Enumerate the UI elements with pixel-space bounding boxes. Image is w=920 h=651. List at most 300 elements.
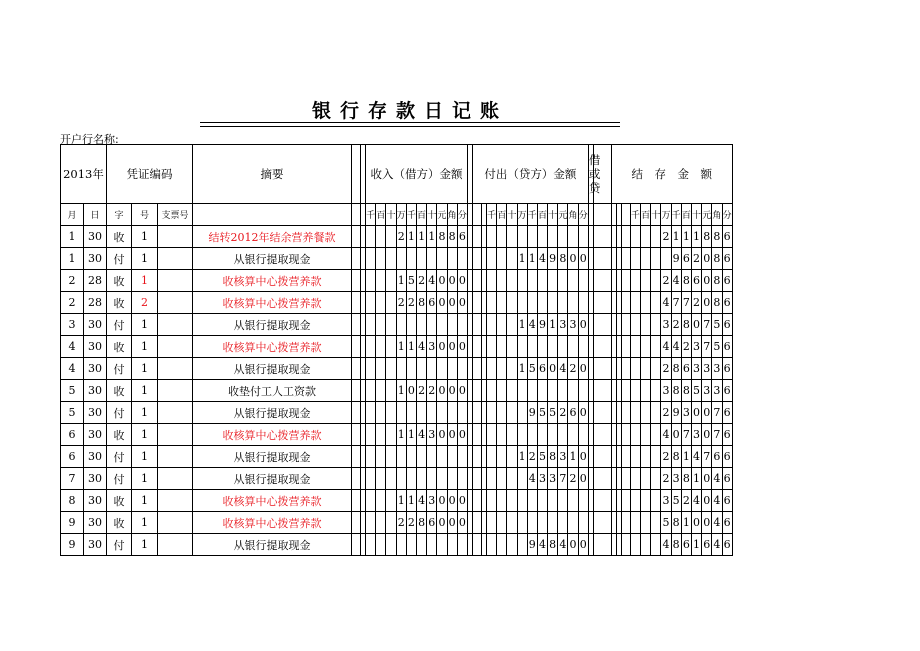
amount-digit: 1: [548, 314, 558, 336]
amount-digit: [558, 512, 568, 534]
amount-digit: [651, 248, 661, 270]
cell-day: 30: [84, 336, 107, 358]
amount-digit: 8: [681, 314, 691, 336]
amount-digit: [437, 358, 447, 380]
amount-digit: [437, 534, 447, 556]
subheader-spacer: [472, 204, 481, 226]
cell-spacer: [352, 270, 361, 292]
cell-type: 付: [107, 248, 132, 270]
amount-digit: 6: [457, 226, 467, 248]
cell-number: 1: [132, 336, 158, 358]
amount-digit: 2: [661, 402, 671, 424]
amount-digit: 4: [416, 490, 426, 512]
digit-unit-label: 千: [486, 204, 496, 226]
amount-digit: 0: [457, 512, 467, 534]
amount-digit: 3: [568, 314, 578, 336]
amount-digit: [630, 248, 640, 270]
amount-digit: [366, 226, 376, 248]
digit-unit-label: 元: [558, 204, 568, 226]
cell-number: 1: [132, 314, 158, 336]
cell-spacer: [472, 336, 481, 358]
amount-digit: [527, 380, 537, 402]
cell-spacer: [472, 226, 481, 248]
amount-digit: [497, 314, 507, 336]
amount-digit: [558, 424, 568, 446]
cell-dir: [593, 248, 611, 270]
amount-digit: 6: [427, 512, 437, 534]
amount-digit: 4: [661, 424, 671, 446]
amount-digit: [527, 490, 537, 512]
table-row: [61, 424, 733, 446]
amount-digit: 0: [437, 270, 447, 292]
amount-digit: [486, 248, 496, 270]
subheader-spacer: [352, 204, 361, 226]
amount-digit: [366, 402, 376, 424]
amount-digit: [517, 534, 527, 556]
digit-unit-label: 十: [386, 204, 396, 226]
amount-digit: [578, 380, 588, 402]
amount-digit: [386, 512, 396, 534]
amount-digit: [366, 292, 376, 314]
amount-digit: [651, 446, 661, 468]
amount-digit: [630, 358, 640, 380]
amount-digit: 1: [396, 380, 406, 402]
header-year: 2013年: [61, 145, 107, 204]
cell-spacer: [621, 336, 630, 358]
amount-digit: 6: [722, 468, 732, 490]
amount-digit: [486, 446, 496, 468]
amount-digit: [376, 446, 386, 468]
amount-digit: [497, 358, 507, 380]
amount-digit: [641, 336, 651, 358]
amount-digit: 4: [691, 490, 701, 512]
amount-digit: [507, 314, 517, 336]
cell-month: 5: [61, 380, 84, 402]
amount-digit: 3: [661, 490, 671, 512]
amount-digit: 2: [396, 512, 406, 534]
cell-day: 30: [84, 424, 107, 446]
amount-digit: 9: [548, 248, 558, 270]
amount-digit: [537, 226, 547, 248]
cell-spacer: [621, 226, 630, 248]
amount-digit: [630, 534, 640, 556]
amount-digit: 0: [548, 358, 558, 380]
amount-digit: [578, 292, 588, 314]
cell-dir: [593, 358, 611, 380]
amount-digit: 3: [661, 314, 671, 336]
bank-name-label: 开户行名称:: [60, 133, 119, 146]
amount-digit: 4: [691, 446, 701, 468]
amount-digit: [416, 446, 426, 468]
amount-digit: [497, 512, 507, 534]
header-row: [61, 145, 733, 204]
amount-digit: [427, 358, 437, 380]
amount-digit: 6: [722, 336, 732, 358]
amount-digit: 3: [712, 380, 722, 402]
amount-digit: 8: [671, 512, 681, 534]
amount-digit: 1: [396, 336, 406, 358]
subheader-month: 月: [61, 204, 84, 226]
amount-digit: 0: [578, 468, 588, 490]
amount-digit: [486, 270, 496, 292]
cell-check: [158, 248, 193, 270]
amount-digit: 1: [406, 226, 416, 248]
amount-digit: 6: [722, 314, 732, 336]
cell-type: 付: [107, 314, 132, 336]
amount-digit: [386, 226, 396, 248]
subheader-summary-blank: [193, 204, 352, 226]
amount-digit: 5: [691, 380, 701, 402]
amount-digit: [447, 468, 457, 490]
amount-digit: [641, 424, 651, 446]
cell-number: 1: [132, 512, 158, 534]
digit-unit-label: 百: [416, 204, 426, 226]
amount-digit: [507, 534, 517, 556]
amount-digit: [548, 490, 558, 512]
amount-digit: [406, 314, 416, 336]
cell-check: [158, 380, 193, 402]
amount-digit: 4: [416, 424, 426, 446]
cell-spacer: [352, 490, 361, 512]
cell-spacer: [352, 336, 361, 358]
amount-digit: 0: [406, 380, 416, 402]
amount-digit: 0: [447, 512, 457, 534]
amount-digit: [507, 380, 517, 402]
amount-digit: [486, 336, 496, 358]
amount-digit: 0: [437, 512, 447, 534]
cell-summary: 收核算中心拨营养款: [193, 336, 352, 358]
amount-digit: [376, 512, 386, 534]
cell-spacer: [472, 534, 481, 556]
amount-digit: [497, 402, 507, 424]
amount-digit: [396, 314, 406, 336]
amount-digit: 6: [722, 292, 732, 314]
amount-digit: 4: [712, 512, 722, 534]
cell-dir: [593, 314, 611, 336]
amount-digit: 6: [681, 248, 691, 270]
amount-digit: 4: [558, 358, 568, 380]
header-voucher: 凭证编码: [107, 145, 193, 204]
amount-digit: [486, 424, 496, 446]
amount-digit: [641, 402, 651, 424]
amount-digit: 4: [671, 336, 681, 358]
cell-dir: [593, 226, 611, 248]
amount-digit: [457, 358, 467, 380]
amount-digit: [651, 490, 661, 512]
amount-digit: 0: [578, 358, 588, 380]
amount-digit: [376, 534, 386, 556]
amount-digit: [507, 512, 517, 534]
amount-digit: 2: [661, 358, 671, 380]
cell-number: 1: [132, 358, 158, 380]
amount-digit: [376, 226, 386, 248]
amount-digit: [651, 534, 661, 556]
amount-digit: 5: [527, 358, 537, 380]
amount-digit: [630, 314, 640, 336]
cell-summary: 收垫付工人工资款: [193, 380, 352, 402]
amount-digit: [457, 446, 467, 468]
amount-digit: [651, 292, 661, 314]
amount-digit: 7: [671, 292, 681, 314]
cell-month: 8: [61, 490, 84, 512]
amount-digit: 8: [447, 226, 457, 248]
cell-spacer: [352, 358, 361, 380]
amount-digit: [517, 512, 527, 534]
cell-dir: [593, 534, 611, 556]
amount-digit: [630, 270, 640, 292]
amount-digit: 0: [578, 446, 588, 468]
amount-digit: 0: [457, 380, 467, 402]
amount-digit: 6: [712, 446, 722, 468]
amount-digit: 6: [722, 424, 732, 446]
amount-digit: 4: [537, 248, 547, 270]
amount-digit: 0: [457, 336, 467, 358]
amount-digit: [548, 336, 558, 358]
amount-digit: 4: [427, 270, 437, 292]
amount-digit: 8: [671, 358, 681, 380]
amount-digit: [497, 248, 507, 270]
cell-summary: 收核算中心拨营养款: [193, 490, 352, 512]
amount-digit: [527, 292, 537, 314]
amount-digit: [486, 512, 496, 534]
amount-digit: 3: [537, 468, 547, 490]
amount-digit: 0: [447, 336, 457, 358]
amount-digit: [486, 358, 496, 380]
subheader-day: 日: [84, 204, 107, 226]
cell-spacer: [352, 512, 361, 534]
amount-digit: [497, 468, 507, 490]
amount-digit: [517, 468, 527, 490]
amount-digit: 2: [681, 336, 691, 358]
digit-unit-label: 元: [702, 204, 712, 226]
amount-digit: [641, 446, 651, 468]
amount-digit: 0: [691, 314, 701, 336]
amount-digit: [517, 336, 527, 358]
amount-digit: 6: [691, 270, 701, 292]
amount-digit: 8: [416, 292, 426, 314]
amount-digit: [630, 490, 640, 512]
amount-digit: 8: [712, 248, 722, 270]
cell-spacer: [472, 314, 481, 336]
amount-digit: [568, 270, 578, 292]
cell-spacer: [472, 358, 481, 380]
amount-digit: 1: [396, 490, 406, 512]
amount-digit: 3: [691, 336, 701, 358]
amount-digit: [427, 534, 437, 556]
amount-digit: [396, 248, 406, 270]
cell-dir: [593, 490, 611, 512]
amount-digit: 1: [396, 270, 406, 292]
amount-digit: [641, 270, 651, 292]
amount-digit: [427, 314, 437, 336]
table-row: [61, 446, 733, 468]
amount-digit: [641, 380, 651, 402]
amount-digit: 6: [702, 534, 712, 556]
amount-digit: 0: [691, 402, 701, 424]
cell-day: 30: [84, 534, 107, 556]
amount-digit: [497, 490, 507, 512]
cell-spacer: [472, 380, 481, 402]
amount-digit: [537, 490, 547, 512]
title-underline-second: [200, 126, 620, 127]
amount-digit: [376, 424, 386, 446]
amount-digit: [651, 226, 661, 248]
cell-number: 1: [132, 490, 158, 512]
amount-digit: 8: [671, 446, 681, 468]
cell-dir: [593, 292, 611, 314]
amount-digit: [376, 358, 386, 380]
amount-digit: 4: [527, 314, 537, 336]
cell-spacer: [621, 490, 630, 512]
amount-digit: [527, 424, 537, 446]
amount-digit: [486, 468, 496, 490]
cell-day: 30: [84, 380, 107, 402]
amount-digit: [427, 248, 437, 270]
cell-day: 30: [84, 248, 107, 270]
amount-digit: [568, 490, 578, 512]
cell-dir: [593, 424, 611, 446]
cell-summary: 收核算中心拨营养款: [193, 292, 352, 314]
amount-digit: 1: [527, 248, 537, 270]
amount-digit: 6: [537, 358, 547, 380]
amount-digit: [386, 402, 396, 424]
amount-digit: 2: [427, 380, 437, 402]
digit-unit-label: 百: [537, 204, 547, 226]
digit-unit-label: 千: [366, 204, 376, 226]
amount-digit: [376, 270, 386, 292]
header-credit: 付出（贷方）金额: [472, 145, 588, 204]
amount-digit: 1: [681, 512, 691, 534]
cell-dir: [593, 336, 611, 358]
cell-dir: [593, 402, 611, 424]
amount-digit: [386, 292, 396, 314]
cell-check: [158, 424, 193, 446]
amount-digit: [376, 468, 386, 490]
amount-digit: [406, 248, 416, 270]
amount-digit: 5: [712, 336, 722, 358]
amount-digit: 5: [712, 314, 722, 336]
amount-digit: 4: [537, 534, 547, 556]
amount-digit: [568, 512, 578, 534]
amount-digit: 1: [406, 424, 416, 446]
amount-digit: [427, 402, 437, 424]
digit-unit-label: 百: [681, 204, 691, 226]
amount-digit: [507, 490, 517, 512]
cell-check: [158, 534, 193, 556]
cell-day: 28: [84, 270, 107, 292]
amount-digit: [507, 270, 517, 292]
cell-type: 付: [107, 468, 132, 490]
cell-spacer: [621, 402, 630, 424]
amount-digit: [517, 270, 527, 292]
amount-digit: 6: [722, 402, 732, 424]
cell-number: 1: [132, 380, 158, 402]
amount-digit: 2: [396, 292, 406, 314]
amount-digit: [457, 314, 467, 336]
amount-digit: 8: [437, 226, 447, 248]
amount-digit: 1: [681, 446, 691, 468]
amount-digit: [376, 402, 386, 424]
cell-spacer: [621, 380, 630, 402]
amount-digit: [630, 292, 640, 314]
digit-unit-label: 角: [712, 204, 722, 226]
amount-digit: 2: [568, 358, 578, 380]
amount-digit: 7: [702, 336, 712, 358]
amount-digit: [366, 424, 376, 446]
amount-digit: 4: [558, 534, 568, 556]
cell-spacer: [352, 468, 361, 490]
amount-digit: [630, 446, 640, 468]
amount-digit: [416, 314, 426, 336]
amount-digit: 6: [722, 446, 732, 468]
amount-digit: 4: [527, 468, 537, 490]
amount-digit: [486, 380, 496, 402]
amount-digit: [406, 446, 416, 468]
cell-number: 1: [132, 468, 158, 490]
amount-digit: 0: [457, 424, 467, 446]
amount-digit: 7: [702, 446, 712, 468]
amount-digit: 1: [681, 226, 691, 248]
digit-unit-label: 角: [447, 204, 457, 226]
cell-summary: 从银行提取现金: [193, 402, 352, 424]
amount-digit: 5: [537, 402, 547, 424]
amount-digit: [651, 402, 661, 424]
digit-unit-label: 百: [497, 204, 507, 226]
cell-check: [158, 446, 193, 468]
amount-digit: 6: [568, 402, 578, 424]
amount-digit: 3: [691, 358, 701, 380]
amount-digit: [517, 490, 527, 512]
amount-digit: 8: [671, 534, 681, 556]
amount-digit: 3: [681, 402, 691, 424]
digit-unit-label: 十: [691, 204, 701, 226]
subheader-number: 号: [132, 204, 158, 226]
amount-digit: 0: [568, 534, 578, 556]
cell-check: [158, 292, 193, 314]
amount-digit: 0: [702, 402, 712, 424]
cell-month: 4: [61, 336, 84, 358]
amount-digit: 3: [427, 490, 437, 512]
amount-digit: [447, 314, 457, 336]
amount-digit: 9: [671, 248, 681, 270]
amount-digit: 3: [427, 424, 437, 446]
amount-digit: [630, 226, 640, 248]
cell-dir: [593, 446, 611, 468]
cell-check: [158, 468, 193, 490]
amount-digit: [641, 490, 651, 512]
amount-digit: 1: [568, 446, 578, 468]
amount-digit: [568, 424, 578, 446]
amount-digit: [537, 292, 547, 314]
cell-check: [158, 358, 193, 380]
amount-digit: [641, 468, 651, 490]
amount-digit: 2: [691, 292, 701, 314]
amount-digit: [558, 380, 568, 402]
amount-digit: [651, 358, 661, 380]
amount-digit: [568, 380, 578, 402]
amount-digit: [568, 292, 578, 314]
amount-digit: [416, 534, 426, 556]
amount-digit: 7: [558, 468, 568, 490]
amount-digit: [486, 402, 496, 424]
amount-digit: [651, 380, 661, 402]
cell-summary: 收核算中心拨营养款: [193, 424, 352, 446]
amount-digit: [396, 402, 406, 424]
amount-digit: [457, 534, 467, 556]
cell-month: 4: [61, 358, 84, 380]
cell-month: 9: [61, 512, 84, 534]
amount-digit: 8: [681, 380, 691, 402]
